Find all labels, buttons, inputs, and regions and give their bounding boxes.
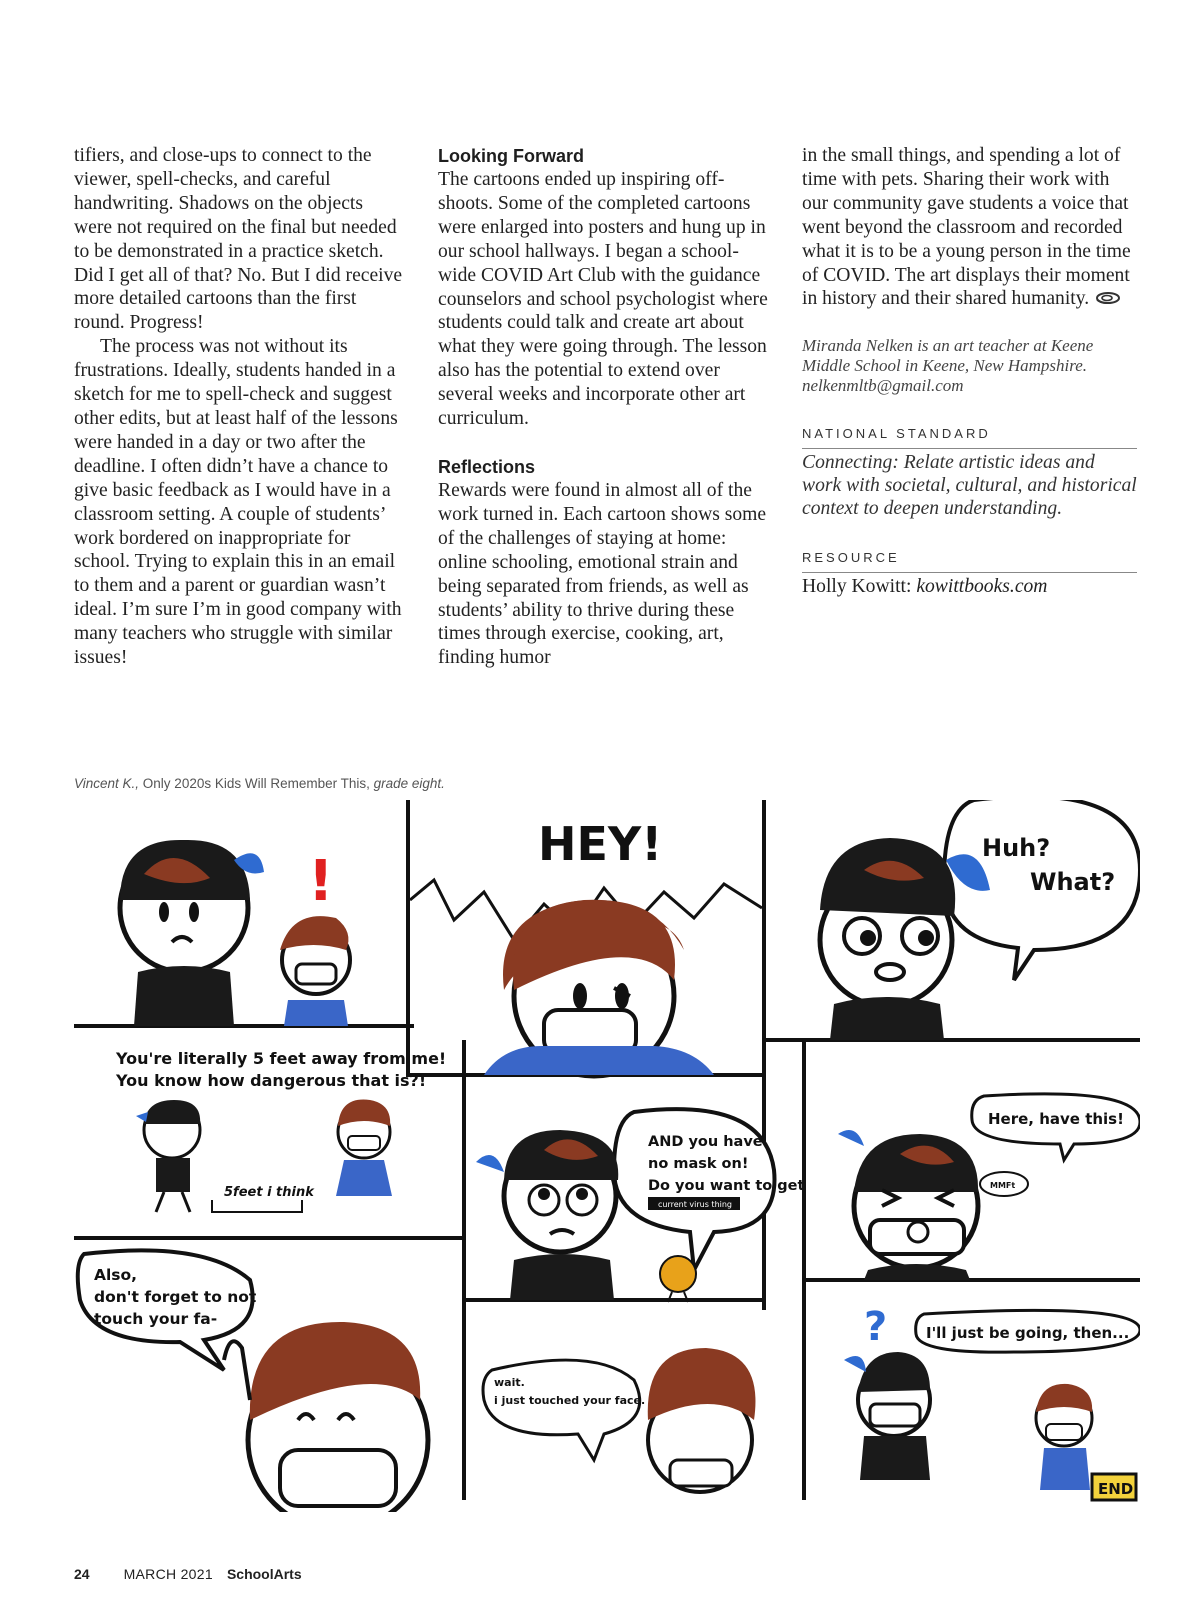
panel-7-line-2: don't forget to not (94, 1288, 257, 1306)
col2-paragraph-1: The cartoons ended up inspiring off-shoots. Some of the completed cartoons were enlarged into posters and hung up in our school hallways. I began a school-wide COVID Art Club with the guidance counselors and school psychologist where students could talk and create art about what they were going through. The lesson also has the potential to extend over several weeks and incorporate other art curriculum. (438, 169, 768, 430)
col1-paragraph-2: The process was not without its frustrations. Ideally, students handed in a sketch for me to spell-check and suggest other edits, but at least half of the lessons were handed in a day or two after the deadline. I often didn’t have a chance to give basic feedback as I would have in a classroom setting. A couple of students’ work bordered on inappropriate for school. Trying to explain this in an email to them and a parent or guardian wasn’t ideal. I’m sure I’m in good company with many teachers who struggle with similar issues! (74, 336, 402, 669)
col2-paragraph-2: Rewards were found in almost all of the work turned in. Each cartoon shows some of the challenges of staying at home: online schooling, emotional strain and being separated from friends, as well as students’ ability to thrive during these times through exercise, cooking, art, finding humor (438, 479, 767, 669)
panel-5-line-3: Do you want to get (648, 1178, 805, 1194)
panel-6-small-text: MMFt (990, 1181, 1016, 1190)
panel-7-line-1: Also, (94, 1266, 138, 1284)
col3-paragraph-text: in the small things, and spending a lot of time with pets. Sharing their work with our community gave students a voice that went beyond the classroom and recorded what it is to be a young person in the time of COVID. The art displays their moment in history and their shared humanity. (802, 145, 1131, 310)
article-column-2 (438, 144, 768, 670)
comic-panel-9 (844, 1304, 1140, 1500)
panel-9-line-1: I'll just be going, then... (926, 1324, 1130, 1342)
panel-5-line-2: no mask on! (648, 1156, 749, 1172)
caption-artist: Vincent K., (74, 776, 140, 791)
comic-panel-6 (838, 1094, 1140, 1280)
end-mark-icon (1094, 288, 1122, 312)
magazine-name: SchoolArts (226, 1566, 302, 1582)
panel-8-line-1: wait. (494, 1376, 525, 1389)
author-byline: Miranda Nelken is an art teacher at Keene Middle School in Keene, New Hampshire. nelkenmltb@gmail.com (802, 335, 1094, 395)
panel-5-line-1: AND you have (648, 1134, 763, 1150)
col1-paragraph-1: tifiers, and close-ups to connect to the viewer, spell-checks, and careful handwriting. Shadows on the objects were not required on the final but needed to be demonstrated in a practice sketch. Did I get all of that? No. But I did receive more detailed cartoons than the first round. Progress! (74, 145, 403, 334)
panel-4-line-1: You're literally 5 feet away from me! (116, 1049, 447, 1068)
issue-date: MARCH 2021 (123, 1566, 213, 1582)
comic-panel-8 (483, 1348, 755, 1492)
comic-panel-4 (115, 1049, 446, 1212)
heading-looking-forward: Looking Forward (438, 146, 584, 166)
panel-4-line-2: You know how dangerous that is?! (116, 1071, 427, 1090)
panel-2-text: HEY! (538, 817, 663, 871)
resource-name: Holly Kowitt: (802, 575, 917, 597)
panel-7-line-3: touch your fa- (94, 1310, 218, 1328)
panel-3-line-1: Huh? (982, 834, 1051, 862)
heading-reflections: Reflections (438, 456, 536, 477)
comic-panel-1 (120, 840, 350, 1026)
page-number: 24 (74, 1566, 90, 1582)
panel-8-line-2: i just touched your face. (494, 1394, 646, 1407)
national-standard-label: NATIONAL STANDARD (802, 422, 1137, 449)
panel-3-line-2: What? (1030, 868, 1116, 896)
resource-entry (802, 575, 1137, 599)
question-mark: ? (864, 1304, 888, 1350)
article-column-3 (802, 144, 1137, 599)
col3-paragraph-1 (802, 144, 1137, 312)
comic-panel-2 (410, 817, 762, 1076)
panel-6-line-1: Here, have this! (988, 1110, 1124, 1128)
caption-grade: grade eight. (373, 776, 445, 791)
comic-caption (74, 776, 445, 791)
resource-link[interactable]: kowittbooks.com (916, 575, 1048, 597)
end-label: END (1098, 1480, 1134, 1498)
panel-5-tag: current virus thing (658, 1200, 733, 1209)
page-footer (74, 1566, 302, 1582)
comic-panel-3 (820, 800, 1140, 1040)
panel-4-distance-label: 5feet i think (224, 1185, 314, 1200)
exclamation-mark: ! (308, 849, 334, 914)
comic-panel-5 (476, 1109, 804, 1302)
caption-title: Only 2020s Kids Will Remember This, (139, 776, 374, 791)
resource-label: RESOURCE (802, 546, 1137, 573)
national-standard-text: Connecting: Relate artistic ideas and work with societal, cultural, and historical context to deepen understanding. (802, 451, 1137, 519)
comic-strip (74, 800, 1140, 1512)
article-column-1 (74, 144, 404, 670)
comic-panel-7 (78, 1250, 428, 1512)
